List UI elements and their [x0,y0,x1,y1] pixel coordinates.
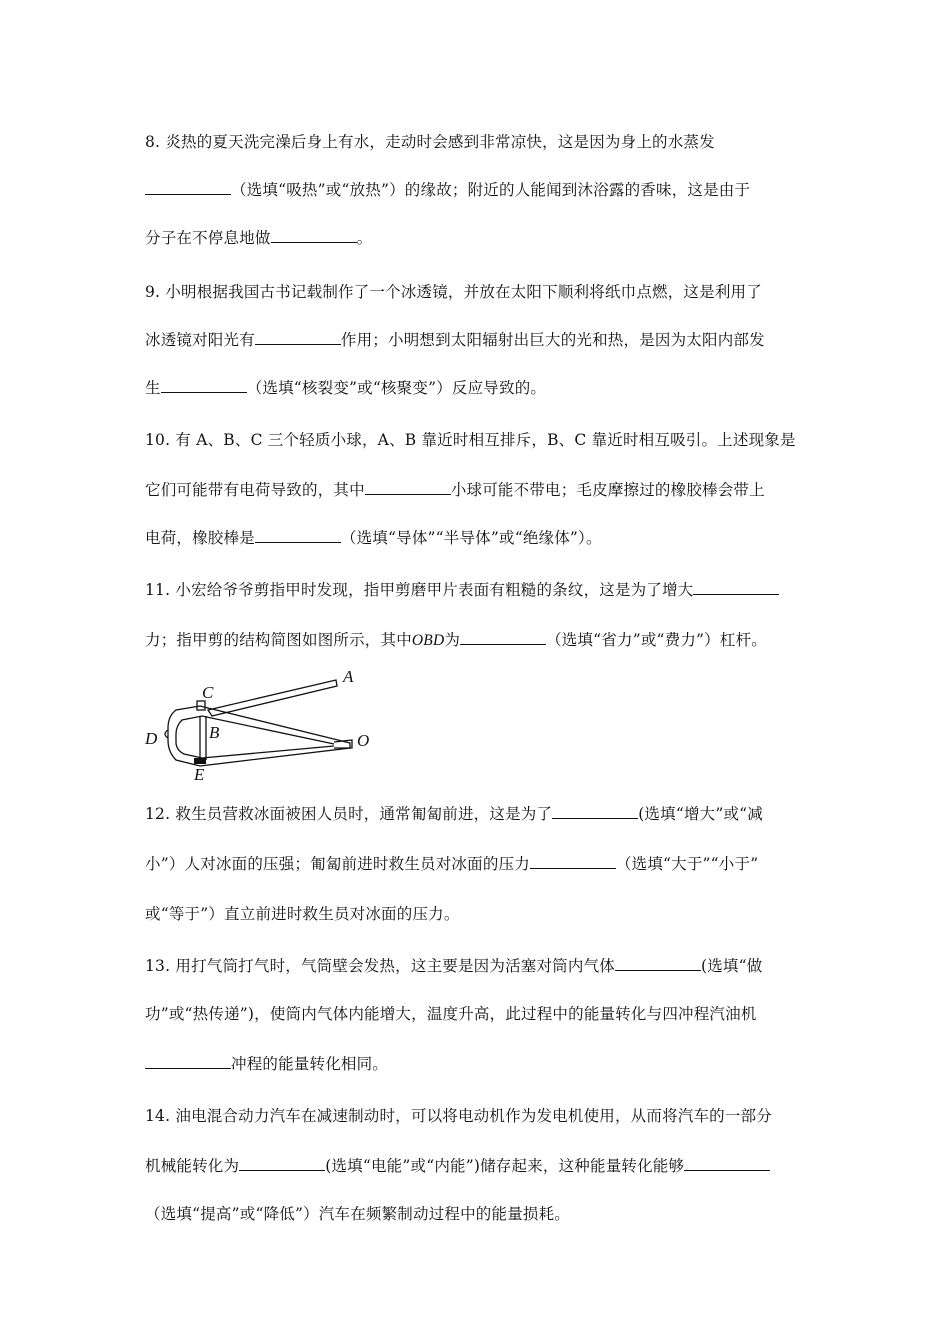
q13-line-2: 功”或“热传递”)，使筒内气体内能增大，温度升高，此过程中的能量转化与四冲程汽油机 [145,1005,757,1023]
label-b: B [209,723,220,742]
q9-blank-2[interactable] [161,378,247,393]
q11-line-1: 11. 小宏给爷爷剪指甲时发现，指甲剪磨甲片表面有粗糙的条纹，这是为了增大 [145,580,779,600]
q10-blank-2[interactable] [255,528,341,543]
q12-line-3: 或“等于”）直立前进时救生员对冰面的压力。 [145,905,460,923]
label-e: E [194,765,205,784]
q14-blank-2[interactable] [684,1156,770,1171]
q12-blank-1[interactable] [552,804,638,819]
q9-line-3: 生 （选填“核裂变”或“核聚变”）反应导致的。 [145,379,547,397]
q8-blank-2[interactable] [271,228,357,243]
label-o: O [357,731,370,750]
q8-line-1: 8. 炎热的夏天洗完澡后身上有水，走动时会感到非常凉快，这是因为身上的水蒸发 [145,133,715,151]
q9-blank-1[interactable] [255,330,341,345]
q11-line-2: 力；指甲剪的结构简图如图所示，其中OBD为 （选填“省力”或“费力”）杠杆。 [145,631,767,649]
q9-line-2: 冰透镜对阳光有 作用；小明想到太阳辐射出巨大的光和热，是因为太阳内部发 [145,331,765,349]
q13-blank-1[interactable] [615,956,701,971]
lever-arm [208,680,337,716]
q8-line-2: （选填“吸热”或“放热”）的缘故；附近的人能闻到沐浴露的香味，这是由于 [145,180,750,200]
q8-line-3: 分子在不停息地做 。 [145,229,373,247]
label-d: D [145,729,158,748]
q10-line-1: 10. 有 A、B、C 三个轻质小球，A、B 靠近时相互排斥，B、C 靠近时相互吸引。上述现象是 [145,431,796,449]
q13-blank-2[interactable] [145,1054,231,1069]
q11-blank-1[interactable] [693,580,779,595]
q14-line-2: 机械能转化为 (选填“电能”或“内能”)储存起来，这种能量转化能够 [145,1156,770,1176]
pad-c [197,701,205,710]
block-e [194,758,206,764]
label-a: A [343,667,354,686]
q12-blank-2[interactable] [530,854,616,869]
q13-line-1: 13. 用打气筒打气时，气筒壁会发热，这主要是因为活塞对筒内气体 (选填“做 [145,957,763,975]
tip-o [334,740,352,748]
q11-blank-2[interactable] [460,630,546,645]
q14-line-1: 14. 油电混合动力汽车在减速制动时，可以将电动机作为发电机使用，从而将汽车的一部分 [145,1107,772,1125]
q12-line-2: 小”）人对冰面的压强；匍匐前进时救生员对冰面的压力 （选填“大于”“小于” [145,855,759,873]
q13-line-3: 冲程的能量转化相同。 [145,1054,388,1074]
q14-line-3: （选填“提高”或“降低”）汽车在频繁制动过程中的能量损耗。 [145,1205,570,1223]
q12-line-1: 12. 救生员营救冰面被困人员时，通常匍匐前进，这是为了 (选填“增大”或“减 [145,805,764,823]
label-c: C [202,683,214,702]
q9-line-1: 9. 小明根据我国古书记载制作了一个冰透镜，并放在太阳下顺利将纸巾点燃，这是利用了 [145,283,762,301]
q14-blank-1[interactable] [239,1156,325,1171]
q10-line-3: 电荷，橡胶棒是 （选填“导体”“半导体”或“绝缘体”）。 [145,529,602,547]
q10-blank-1[interactable] [365,480,451,495]
nail-clipper-figure [140,664,380,788]
q8-blank-1[interactable] [145,180,231,195]
nail-clipper-diagram [140,664,380,788]
q10-line-2: 它们可能带有电荷导致的，其中 小球可能不带电；毛皮摩擦过的橡胶棒会带上 [145,481,765,499]
